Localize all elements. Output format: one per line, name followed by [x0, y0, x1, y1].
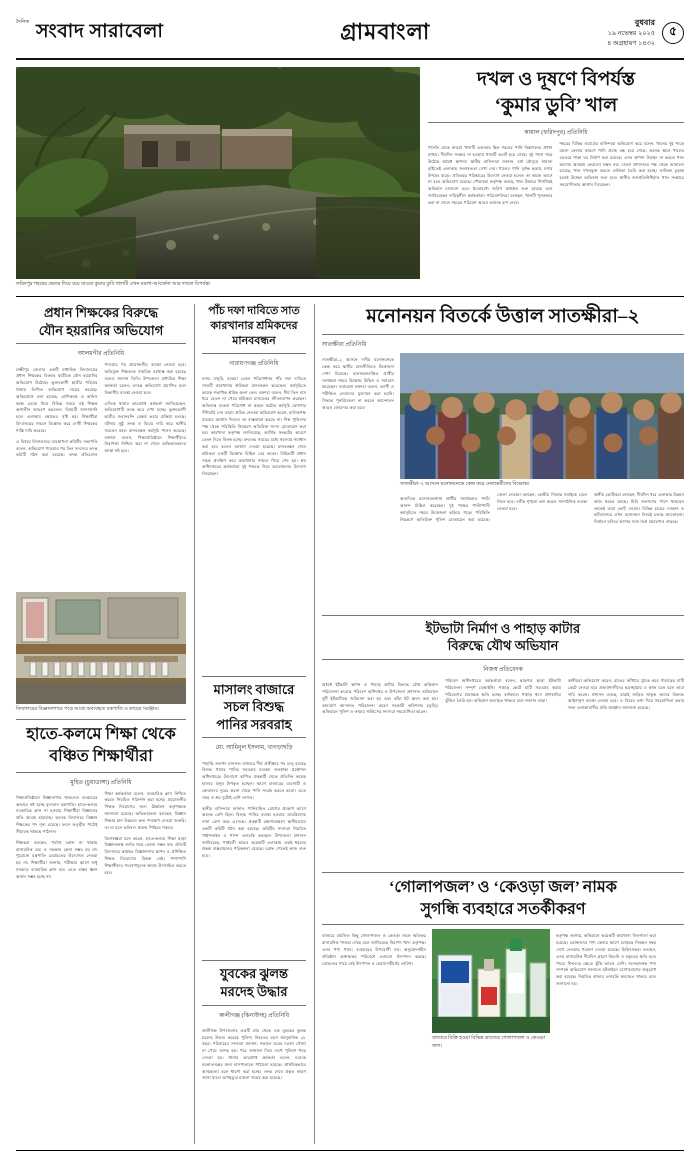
perfume-body-2: কর্তৃপক্ষ জানায়, অভিযানে কয়েকটি কারখানা সিলগালা করা হয়েছে। ভোক্তাদের পণ্য কেনার আগে মোড়কে নিবন্ধন নম্বর দেখে নেওয়ার পরামর্শ দেওয়া হয়েছে। চিকিৎসকরা বলছেন, এসব রাসায়নিক দীর্ঘদিন গ্রহণে কিডনি ও যকৃতের ক্ষতি হতে পারে। শিশুদের ক্ষেত্রে ঝুঁকি আরও বেশি। সন্দেহজনক পণ্য সম্পর্কে অভিযোগ জানাতে হটলাইনে যোগাযোগের অনুরোধ করা হয়েছে। নিয়মিত বাজার তদারকি অব্যাহত থাকবে বলে জানানো হয়।: [556, 933, 656, 986]
lead-story: [428, 67, 684, 291]
satkhira-photo: [400, 353, 684, 479]
brick-body: অবৈধ ইটভাটা স্থাপন ও পাহাড় কাটার বিরুদ্ধে যৌথ অভিযান পরিচালনা করেছে পরিবেশ অধিদপ্তর ও উপজেলা প্রশাসন। অভিযানে দুটি ইটভাটাকে জরিমানা করা হয় এবং কাঁচা ইট ধ্বংস করা হয়। ভ্রাম্যমাণ আদালত পরিচালনা করেন সহকারী কমিশনার (ভূমি)। অভিযানে পুলিশ ও ফায়ার সার্ভিসের সদস্যরা সহযোগিতা করেন।: [322, 682, 438, 715]
science-lab-illustration: [16, 592, 186, 704]
lab-photo-caption: বিদ্যালয়ের বিজ্ঞানাগারে পড়ে আছে অব্যবহৃত যন্ত্রপাতি ও কাচের সরঞ্জাম।: [16, 707, 160, 713]
satkhira-photo-caption: সাতক্ষীরা–২ আসনে মনোনয়নকে কেন্দ্র করে নেতাকর্মীদের বিক্ষোভ।: [400, 481, 530, 487]
handson-body: শিক্ষাপ্রতিষ্ঠানে বিজ্ঞানাগার থাকলেও ব্যবহারের অভাবে নষ্ট হচ্ছে মূল্যবান যন্ত্রপাতি। হাতে-কলমে ব্যবহারিক ক্লাস না হওয়ায় শিক্ষার্থীরা বিজ্ঞানের প্রতি আগ্রহ হারাচ্ছে। অনেক বিদ্যালয়ে বিজ্ঞান শিক্ষকের পদ শূন্য রয়েছে। ফলে তত্ত্বীয় পাঠেই সীমাবদ্ধ থাকছে পাঠদান।: [16, 794, 98, 834]
perfume-photo: [432, 929, 550, 1033]
brick-body-2: পরিবেশ অধিদপ্তরের কর্মকর্তারা বলেন, ছাড়পত্র ছাড়া ইটভাটা পরিচালনা সম্পূর্ণ বেআইনি। পাহাড় কেটে মাটি সরবরাহ করায় পরিবেশের মারাত্মক ক্ষতি হচ্ছে। বর্ষাকালে পাহাড় ধসে প্রাণহানির ঝুঁকিও তৈরি হয়। অভিযান অব্যাহত থাকবে বলে জানান তারা।: [445, 678, 561, 704]
lead-photo-block: [16, 67, 420, 291]
column-demands: [194, 304, 306, 1143]
body-story-text: কালীগঞ্জ উপজেলার একটি গ্রাম থেকে এক যুবকের ঝুলন্ত মরদেহ উদ্ধার করেছে পুলিশ। নিহতের বয়স আনুমানিক ২৮ বছর। পরিবারের সদস্যরা জানান, সকালে ঘরের দরজা খোলা না পেয়ে সন্দেহ হয়। পরে জানালা দিয়ে দেখে পুলিশে খবর দেওয়া হয়। থানার ভারপ্রাপ্ত কর্মকর্তা বলেন, মরদেহ ময়নাতদন্তের জন্য হাসপাতালে পাঠানো হয়েছে। প্রাথমিকভাবে আত্মহত্যা বলে ধারণা করা হচ্ছে। তদন্ত শেষে প্রকৃত কারণ জানা যাবে। অপমৃত্যুর মামলা দায়ের করা হয়েছে।: [202, 1027, 306, 1081]
date-day: বুধবার: [634, 18, 655, 28]
brick-headline-line1: ইটভাটা নির্মাণ ও পাহাড় কাটার: [425, 620, 581, 636]
brick-headline-line2: বিরুদ্ধে যৌথ অভিযান: [447, 638, 559, 654]
handson-body-4: বিশেষজ্ঞরা মনে করেন, হাতে-কলমে শিক্ষা ছাড়া বিজ্ঞানমনস্ক জাতি গড়ে তোলা সম্ভব নয়। প্রতিটি বিদ্যালয়ে কার্যকর বিজ্ঞানাগার স্থাপন ও প্রশিক্ষিত শিক্ষক নিয়োগের বিকল্প নেই। পাশাপাশি শিক্ষার্থীদের গবেষণামূলক কাজে উৎসাহিত করতে হবে।: [104, 835, 186, 875]
principal-body-3: এদিকে থানার ভারপ্রাপ্ত কর্মকর্তা জানিয়েছেন, অভিযোগটি তদন্ত করে দেখা হচ্ছে। ভুক্তভোগী ছাত্রীর জবানবন্দি রেকর্ড করার প্রক্রিয়া চলছে। ঘটনার সুষ্ঠু তদন্ত ও বিচার দাবি করে স্থানীয় সচেতন মহল মানববন্ধন কর্মসূচি পালন করেছে। বক্তারা বলেন, শিক্ষাপ্রতিষ্ঠানে শিক্ষার্থীদের নিরাপত্তা নিশ্চিত করা না গেলে অভিভাবকদের আস্থা নষ্ট হবে।: [104, 400, 186, 454]
column-satkhira: [314, 304, 684, 1143]
lead-headline-line1: দখল ও দূষণে বিপর্যস্ত: [477, 69, 635, 90]
brand-name: সংবাদ সারাবেলা: [36, 21, 164, 42]
satkhira-body-3: স্থানীয় ভোটাররা বলছেন, দীর্ঘদিন ধরে এলাকার উন্নয়ন কাজ থমকে আছে। যিনি জনগণের পাশে থাকবেন তাকেই তারা ভোট দেবেন। বিভিন্ন চায়ের দোকান ও হাটবাজারে এখন মনোনয়ন নিয়েই চলছে আলোচনা। নির্বাচন ঘনিয়ে আসার সঙ্গে সঙ্গে প্রচারণাও বাড়ছে।: [594, 491, 684, 525]
canal-photo-illustration: [16, 67, 420, 279]
body-headline-line2: মরদেহ উদ্ধার: [220, 984, 288, 999]
middle-section: [16, 304, 684, 1143]
lead-body: খাসতি ঢেকে যাওয়া খালটি একসময় ছিল শহরের পানি নিষ্কাশনের প্রধান মাধ্যম। দীর্ঘদিন সংস্কার না হওয়ায় খালটি ভরাট হয়ে গেছে। দুই পাশে গড়ে উঠেছে অবৈধ স্থাপনা। স্থানীয় বাসিন্দারা জানান, বর্ষা মৌসুমে সামান্য বৃষ্টিতেই এলাকায় জলাবদ্ধতা দেখা দেয়। খালের পানি দুর্গন্ধ ছড়ায়, মশার উপদ্রব বাড়ে। প্রতিবছর পরিষ্কারের উদ্যোগ নেওয়া হলেও তা কাজে আসে না বলে অভিযোগ রয়েছে। পৌরসভা কর্তৃপক্ষ বলছে, খাল উদ্ধারে শিগগিরই অভিযান চালানো হবে। ইতোমধ্যে জরিপ কার্যক্রম শুরু হয়েছে বলে জানিয়েছেন দায়িত্বশীল কর্মকর্তারা। পরিবেশবিদরা বলছেন, খালটি পুনরুদ্ধার করা না গেলে শহরের পরিবেশ আরও ভয়াবহ রূপ নেবে।: [428, 145, 553, 205]
satkhira-body-2: অন্যদিকে মনোনয়নপ্রাপ্ত প্রার্থীর সমর্থকরাও পাল্টা আনন্দ মিছিল করেছেন। দুই পক্ষের পাল্টাপাল্টি কর্মসূচিতে শহরে উত্তেজনা ছড়িয়ে পড়ে। পরিস্থিতি নিয়ন্ত্রণে অতিরিক্ত পুলিশ মোতায়েন করা হয়েছে। জেলা নেতারা বলছেন, কেন্দ্রীয় সিদ্ধান্ত সবাইকে মেনে নিতে হবে। দলীয় শৃঙ্খলা ভঙ্গ করলে সাংগঠনিক ব্যবস্থা নেওয়া হবে।: [400, 491, 587, 522]
brick-body-3: স্থানীয়রা অভিযোগ করেন, রাতের আঁধারে ট্রাকে করে পাহাড়ের মাটি কেটে নেওয়া হয়। প্রভাবশালীদের ছত্রচ্ছায়ায় এ কাজ চলে বলে তারা দাবি করেন। প্রশাসন বলছে, যারাই জড়িত থাকুক তাদের বিরুদ্ধে আইনানুগ ব্যবস্থা নেওয়া হবে। এ বিষয়ে তথ্য দিয়ে সহযোগিতা করার জন্য এলাকাবাসীর প্রতি আহ্বান জানানো হয়েছে।: [568, 678, 684, 711]
principal-body-2: এ বিষয়ে বিদ্যালয়ের ব্যবস্থাপনা কমিটির সভাপতি বলেন, অভিযোগ পাওয়ার পর তিন সদস্যের তদন্ত কমিটি গঠন করা হয়েছে। তদন্ত প্রতিবেদন পাওয়ার পর প্রয়োজনীয় ব্যবস্থা নেওয়া হবে। অভিযুক্ত শিক্ষককে সাময়িক বরখাস্ত করা হয়েছে বলেও জানান তিনি। উপজেলা মাধ্যমিক শিক্ষা কর্মকর্তা বলেন, তদন্তে অভিযোগ প্রমাণিত হলে বিভাগীয় ব্যবস্থা নেওয়া হবে।: [16, 362, 186, 458]
perfume-photo-caption: বাজারে বিক্রি হওয়া বিভিন্ন ব্র্যান্ডের গোলাপজল ও কেওড়া জল।: [432, 1036, 546, 1050]
column-principal: [16, 304, 186, 1143]
date-english: ১৯ নভেম্বর ২০২৫: [607, 30, 655, 38]
handson-body-2: শিক্ষকরা বলছেন, পর্যাপ্ত বরাদ্দ না থাকায় রাসায়নিক দ্রব্য ও সরঞ্জাম কেনা সম্ভব হয় না। পুরোনো যন্ত্রপাতি মেরামতের উদ্যোগও নেওয়া হয় না। শিক্ষার্থীরা জানায়, পরীক্ষার আগে শুধু নামমাত্র ব্যবহারিক ক্লাস হয়। এতে বাস্তব জ্ঞান অর্জন সম্ভব হচ্ছে না।: [16, 839, 98, 879]
handson-headline-line1: হাতে-কলমে শিক্ষা থেকে: [26, 726, 176, 744]
perfume-body: বাজারে প্রচলিত কিছু গোলাপজল ও কেওড়া জলে ক্ষতিকর রাসায়নিক পাওয়া গেছে বলে জানিয়েছে নিরাপদ খাদ্য কর্তৃপক্ষ। এসব পণ্য খাদ্যে ব্যবহারের উপযোগী নয়। অনুমোদনহীন প্রতিষ্ঠান অস্বাস্থ্যকর পরিবেশে এগুলো উৎপাদন করছে। বোতলের গায়ে নেই উৎপাদন ও মেয়াদোত্তীর্ণের তারিখ।: [322, 933, 426, 966]
principal-byline: আলমগীর প্রতিনিধি: [77, 351, 125, 358]
lab-photo: [16, 592, 186, 704]
brand: [16, 17, 163, 49]
demands-headline-line2: কারখানার শ্রমিকদের: [210, 320, 298, 333]
handson-byline: মুহিত (চুয়াডাঙ্গা) প্রতিনিধি: [70, 779, 132, 786]
perfume-headline-line1: ‘গোলাপজল’ ও ‘কেওড়া জল’ নামক: [388, 879, 618, 897]
demands-headline-line1: পাঁচ দফা দাবিতে সাত: [208, 305, 300, 318]
brick-byline: নিজস্ব প্রতিবেদক: [483, 667, 523, 674]
principal-body: লক্ষ্মীপুর জেলার একটি মাধ্যমিক বিদ্যালয়ের প্রধান শিক্ষকের বিরুদ্ধে ছাত্রীকে যৌন হয়রানির অভিযোগ উঠেছে। ভুক্তভোগী ছাত্রীর পরিবার থানায় লিখিত অভিযোগ দায়ের করেছে। অভিযোগে বলা হয়েছে, শ্রেণিকক্ষে ও অফিস কক্ষে ডেকে নিয়ে বিভিন্ন সময়ে ওই শিক্ষক অশালীন আচরণ করতেন। বিষয়টি জানাজানি হলে এলাকায় ক্ষোভের সৃষ্টি হয়। শিক্ষার্থীরা বিদ্যালয়ের সামনে বিক্ষোভ করে দোষী শিক্ষকের শাস্তি দাবি করেছে।: [16, 366, 98, 433]
lead-byline: কামাল (ফরিদপুর) প্রতিনিধি: [524, 130, 588, 137]
masala-headline-line1: মাসালং বাজারে সচল বিশুদ্ধ: [213, 681, 295, 715]
demands-body: ন্যায্য মজুরি, বকেয়া বেতন পরিশোধসহ পাঁচ দফা দাবিতে সাতটি কারখানার শ্রমিকরা মানববন্ধন করেছেন। কর্মসূচিতে কয়েক শতাধিক শ্রমিক অংশ নেন। বক্তারা বলেন, দীর্ঘ তিন মাস ধরে বেতন না পেয়ে শ্রমিকরা মানবেতর জীবনযাপন করছেন। অবিলম্বে বকেয়া পরিশোধ না করলে কঠোর কর্মসূচি ঘোষণার হুঁশিয়ারি দেন তারা। শ্রমিক নেতারা অভিযোগ করেন, মালিকপক্ষ বারবার আশ্বাস দিলেও তা বাস্তবায়ন করছে না। শিল্প পুলিশের পক্ষ থেকে পরিস্থিতি নিয়ন্ত্রণে অতিরিক্ত সদস্য মোতায়েন করা হয়। কারখানা কর্তৃপক্ষ জানিয়েছে, আর্থিক সংকটের কারণে বেতন দিতে বিলম্ব হচ্ছে। দ্রুততম সময়ের মধ্যে সমস্যার সমাধান করা হবে বলেও আশ্বাস দেওয়া হয়েছে। মানববন্ধন শেষে শ্রমিকরা একটি বিক্ষোভ মিছিল বের করেন। মিছিলটি প্রধান সড়ক প্রদক্ষিণ করে কারখানার সামনে গিয়ে শেষ হয়। শ্রম অধিদপ্তরের কর্মকর্তারা দুই পক্ষকে নিয়ে আলোচনার উদ্যোগ নিয়েছেন।: [202, 376, 306, 477]
rose-water-bottles-illustration: [432, 929, 550, 1033]
masala-body-2: স্থানীয় বাসিন্দারা জানান, পানিবাহিত রোগের প্রকোপ আগে অনেক বেশি ছিল। বিশুদ্ধ পানির ব্যবস্থা হওয়ায় ডায়রিয়াসহ নানা রোগ কমে এসেছে। প্রকল্পটি রক্ষণাবেক্ষণে স্থানীয়ভাবে একটি কমিটি গঠন করা হয়েছে। কমিটির সদস্যরা নিয়মিত পাইপলাইন ও পাম্প তদারকি করছেন। উপজেলা প্রশাসন জানিয়েছে, পার্শ্ববর্তী আরও কয়েকটি এলাকায় একই ধরনের প্রকল্প বাস্তবায়নের পরিকল্পনা রয়েছে। বরাদ্দ পেলেই কাজ শুরু হবে।: [202, 805, 306, 859]
crowd-protest-illustration: [400, 353, 684, 479]
page-title: গ্রামবাংলা: [340, 18, 431, 44]
date-bangla: ৪ অগ্রহায়ণ ১৪৩২: [607, 40, 655, 47]
lead-body-2: শহরের বিভিন্ন ওয়ার্ডের বাসিন্দারা অভিযোগ করে বলেন, খালের দুই পাড়ে ময়লা ফেলার কারণে পানি প্রবাহ বন্ধ হয়ে গেছে। অনেক স্থানে খালের ভেতরে পাকা ঘর নির্মাণ করা হয়েছে। এসব স্থাপনা উচ্ছেদ না করলে খাল আগের অবস্থায় ফেরানো সম্ভব নয়। জেলা প্রশাসনের পক্ষ থেকে জানানো হয়েছে, খাল দখলমুক্ত করতে তালিকা তৈরি করা হচ্ছে। তালিকা চূড়ান্ত হলেই উচ্ছেদ অভিযান শুরু হবে। স্থানীয় জনপ্রতিনিধিরাও খাল সংস্কারে সহযোগিতার আশ্বাস দিয়েছেন।: [559, 141, 684, 188]
lead-headline-line2: ‘কুমার ডুবি’ খাল: [494, 94, 618, 116]
principal-headline-line1: প্রধান শিক্ষকের বিরুদ্ধে: [43, 305, 159, 321]
demands-byline: নারায়ণগঞ্জ প্রতিনিধি: [229, 360, 279, 367]
date-block: [607, 17, 684, 49]
demands-headline-line3: মানববন্ধন: [232, 334, 276, 347]
lead-section: [16, 67, 684, 291]
principal-headline-line2: যৌন হয়রানির অভিযোগ: [38, 322, 164, 338]
brand-mini-label: দৈনিক: [16, 20, 30, 25]
perfume-headline-line2: সুগন্ধি ব্যবহারে সতর্কীকরণ: [420, 900, 586, 918]
satkhira-body: সাতক্ষীরা–২ আসনে দলীয় মনোনয়নকে কেন্দ্র করে স্থানীয় রাজনীতিতে উত্তেজনা দেখা দিয়েছে। মনোনয়নবঞ্চিত প্রার্থীর সমর্থকরা শহরে বিক্ষোভ মিছিল ও সমাবেশ করেছেন। সমাবেশে বক্তারা বলেন, ত্যাগী ও পরীক্ষিত নেতাদের মূল্যায়ন করা হয়নি। সিদ্ধান্ত পুনর্বিবেচনা না করলে আন্দোলন আরও জোরদার করা হবে।: [322, 357, 394, 410]
lead-photo-caption: ফরিদপুর শহরের ভেতর দিয়ে বয়ে যাওয়া কুমার ডুবি খালটি এখন ময়লা-আবর্জনা আর দখলে বিপর্যস্ত।: [16, 282, 211, 287]
satkhira-headline: মনোনয়ন বিতর্কে উত্তাল সাতক্ষীরা–২: [366, 306, 640, 328]
masala-headline-line2: পানির সরবরাহ: [216, 716, 292, 732]
masthead: [16, 14, 684, 60]
body-byline: কালীগঞ্জ (ঝিনাইদহ) প্রতিনিধি: [218, 1012, 290, 1019]
lead-photo: [16, 67, 420, 279]
satkhira-byline: সাতক্ষীরা প্রতিনিধি: [322, 341, 367, 348]
masala-body: পাহাড়ি জনপদ মাসালং বাজারে দীর্ঘ প্রতীক্ষার পর চালু হয়েছে বিশুদ্ধ খাবার পানির সরবরাহ ব্যবস্থা। জনস্বাস্থ্য প্রকৌশল অধিদপ্তরের উদ্যোগে স্থাপিত প্রকল্পটি থেকে প্রতিদিন কয়েক হাজার মানুষ উপকৃত হচ্ছেন। আগে বাজারের ব্যবসায়ী ও ক্রেতাদের দূরের ঝরনা থেকে পানি সংগ্রহ করতে হতো। এতে সময় ও শ্রম দুটোই বেশি লাগত।: [202, 760, 306, 800]
footer-rule: [16, 1150, 684, 1151]
page-number: ৫: [662, 22, 684, 44]
body-headline-line1: যুবকের ঝুলন্ত: [220, 966, 288, 982]
handson-body-3: শিক্ষা কর্মকর্তারা বলেন, ব্যবহারিক ক্লাস নিশ্চিত করতে নিয়মিত পরিদর্শন করা হচ্ছে। প্রয়োজনীয় শিক্ষক নিয়োগের জন্য ঊর্ধ্বতন কর্তৃপক্ষকে জানানো হয়েছে। অভিভাবকরা বলছেন, বিজ্ঞান শিক্ষার মান উন্নয়নে দ্রুত পদক্ষেপ নেওয়া জরুরি। তা না হলে ভবিষ্যৎ প্রজন্ম পিছিয়ে পড়বে।: [104, 790, 186, 830]
masala-byline: মো. আমিনুল ইসলাম, খাগড়াছড়ি: [215, 745, 293, 752]
handson-headline-line2: বঞ্চিত শিক্ষার্থীরা: [49, 747, 153, 765]
